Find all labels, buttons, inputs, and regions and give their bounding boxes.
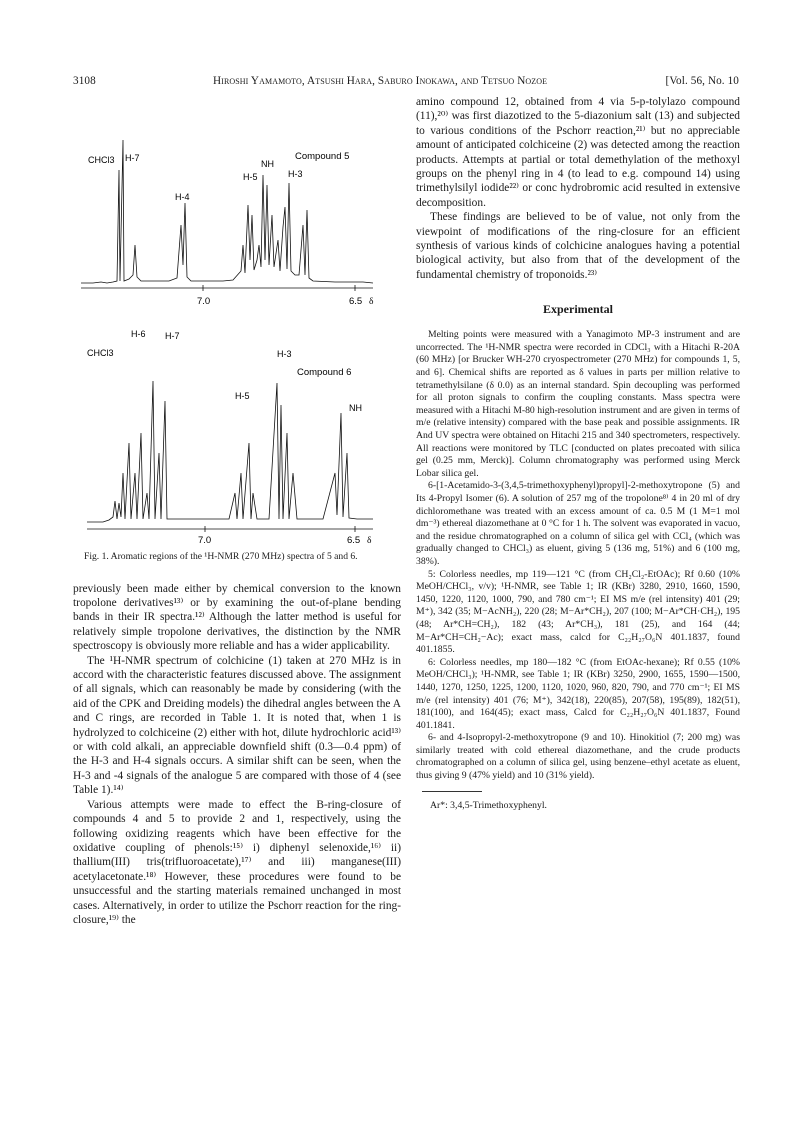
author-line: Hiroshi Yamamoto, Atsushi Hara, Saburo Inokawa, and Tetsuo Nozoe (213, 75, 548, 87)
nmr-spectrum-compound-6 (73, 323, 401, 551)
compound-label-top: Compound 5 (295, 151, 350, 162)
journal-volume: [Vol. 56, No. 10 (665, 75, 739, 87)
peak-label-h7-bottom: H-7 (165, 331, 180, 341)
body-paragraph: amino compound 12, obtained from 4 via 5-p-tolylazo compound (11),²⁰⁾ was first diazotized to the 5-diazonium salt (13) and subjected to various conditions of the Pschorr reaction,²¹⁾ but no appreciable amount of anticipated colchiceine (2) was detected among the reaction products. Attempts at partial or total demethylation of the methoxyl groups on the phenyl ring in 4 (to lead to e.g. compound 14) using trimethylsilyl iodide²²⁾ or conc hydrobromic acid resulted in extensive decomposition. (416, 96, 740, 209)
experimental-paragraph: Melting points were measured with a Yanagimoto MP-3 instrument and are uncorrected. The ¹H-NMR spectra were recorded in CDCl₃ with a Hitachi R-20A (60 MHz) [or Brucker WH-270 cryospectrometer (270 MHz) for compounds 1, 5, and 6]. Chemical shifts are reported as δ values in parts per million relative to tetramethylsilane (δ 0.0) as an internal standard. Spin decoupling was performed for all proton signals to confirm the coupling constants. Mass spectra were measured with a Hitachi M-80 high-resolution instrument and are given in terms of m/e (relative intensity) compared with the base peak and possible assignments. IR And UV spectra were obtained on Hitachi 215 and 340 spectrometers, respectively. All reactions were monitored by TLC [conducted on plates precoated with silica gel (0.25 mm, Merck)]. Column chromatography was performed using Merck Lobar silica gel. (416, 329, 740, 479)
peak-label-h5-top: H-5 (243, 172, 258, 182)
page-number: 3108 (73, 75, 96, 87)
tick-label-6-5-bottom: 6.5 (347, 535, 361, 546)
tick-label-6-5-top: 6.5 (349, 296, 363, 307)
body-paragraph: Various attempts were made to effect the B-ring-closure of compounds 4 and 5 to provide 2 and 1, respectively, using the following oxidizing reagents which have been effective for the oxidative coupling of phenols:¹⁵⁾ i) diphenyl selenoxide,¹⁶⁾ ii) thallium(III) tris(trifluoroacetate),¹⁷⁾ and iii) manganese(III) acetylacetonate.¹⁸⁾ However, these procedures were found to be unsuccessful and the starting materials remained unchanged in most cases. Alternatively, in order to utilize the Pschorr reaction for the ring-closure,¹⁹⁾ the (73, 798, 401, 926)
peak-label-h7-top: H-7 (125, 153, 140, 163)
experimental-paragraph: 6: Colorless needles, mp 180—182 °C (from EtOAc-hexane); Rf 0.55 (10% MeOH/CHCl₃); ¹H-NMR, see Table 1; IR (KBr) 3250, 2900, 1655, 1590—1500, 1440, 1270, 1250, 1225, 1200, 1120, 1020, 960, 820, 790, and 770 cm⁻¹; EI MS m/e (rel intensity) 401 (76; M⁺), 342(18), 220(85), 207(58), 195(89), 182(51), 181(100), and 164(45); exact mass, Calcd for C₂₂H₂₇O₆N 401.1837, Found 401.1841. (416, 656, 740, 731)
tick-label-7-0-top: 7.0 (197, 296, 211, 307)
running-header (73, 75, 739, 91)
peak-label-h4-top: H-4 (175, 192, 190, 202)
nmr-spectrum-compound-5 (73, 95, 401, 317)
figure-caption: Fig. 1. Aromatic regions of the ¹H-NMR (270 MHz) spectra of 5 and 6. (84, 551, 358, 562)
body-paragraph: These findings are believed to be of value, not only from the viewpoint of modifications of the ring-closure for an efficient synthesis of various kinds of colchicine analogues having a potential biological activity, but also from that of the development of the fundamental chemistry of troponoids.²³⁾ (416, 211, 740, 281)
tick-label-7-0-bottom: 7.0 (198, 535, 212, 546)
peak-label-chcl3-bottom: CHCl3 (87, 348, 114, 358)
body-paragraph: The ¹H-NMR spectrum of colchicine (1) taken at 270 MHz is in accord with the characteristic features discussed above. The assignment of all signals, which can reasonably be made by considering (with the aid of the CPK and Dreiding models) the dihedral angles between the A and C rings, are recorded in Table 1. It is noted that, when 1 is hydrolyzed to colchiceine (2) either with hot, dilute hydrochloric acid¹³⁾ or with cold alkali, an appreciable downfield shift (0.3—0.4 ppm) of the H-3 and H-4 signals occurs. A similar shift can be seen, when the H-3 and -4 signals of the analogue 5 are compared with those of 4 (see Table 1).¹⁴⁾ (73, 654, 401, 797)
peak-label-h6-bottom: H-6 (131, 329, 146, 339)
peak-label-chcl3-top: CHCl3 (88, 155, 115, 165)
peak-label-nh-bottom: NH (349, 403, 362, 413)
spectrum-trace-bottom (87, 381, 373, 522)
experimental-paragraph: 6-[1-Acetamido-3-(3,4,5-trimethoxyphenyl)propyl]-2-methoxytropone (5) and Its 4-Propyl Isomer (6). A solution of 257 mg of the tropolone⁸⁾ 4 in 20 ml of dry dichloromethane was treated with an excess amount of ca. 0.5 M (1 M=1 mol dm⁻³) ethereal diazomethane at 0 °C for 1 h. The solvent was evaporated in vacuo, and the residue chromatographed on a column of silica gel with CCl₄ (which was gradually changed to CHCl₃) as eluent, giving 5 (136 mg, 51%) and 6 (100 mg, 38%). (416, 480, 740, 567)
section-heading-experimental: Experimental (543, 302, 613, 317)
footnote: Ar*: 3,4,5-Trimethoxyphenyl. (430, 799, 547, 811)
peak-label-h3-top: H-3 (288, 169, 303, 179)
peak-label-h5-bottom: H-5 (235, 391, 250, 401)
delta-symbol-top: δ (369, 297, 374, 307)
experimental-paragraph: 6- and 4-Isopropyl-2-methoxytropone (9 and 10). Hinokitiol (7; 200 mg) was similarly treated with cold ethereal diazomethane, and the crude products chromatographed on a column of silica gel, using benzene–ethyl acetate as eluent, thus giving 9 (47% yield) and 10 (31% yield). (416, 732, 740, 782)
peak-label-h3-bottom: H-3 (277, 349, 292, 359)
left-column (73, 95, 401, 927)
footnote-divider (422, 791, 482, 792)
delta-symbol-bottom: δ (367, 536, 372, 546)
peak-label-nh-top: NH (261, 159, 274, 169)
compound-label-bottom: Compound 6 (297, 367, 352, 378)
experimental-paragraph: 5: Colorless needles, mp 119—121 °C (from CH₂Cl₂-EtOAc); Rf 0.60 (10% MeOH/CHCl₃, v/v); ¹H-NMR, see Table 1; IR (KBr) 3280, 2910, 1660, 1590, 1450, 1220, 1120, 1000, 790, and 780 cm⁻¹; EI MS m/e (rel intensity) 401 (29; M⁺), 342 (35; M−AcNH₂), 220 (28; M−Ar*CH₂), 207 (100; M−Ar*CH·CH₂), 195 (48; Ar*CH=CH₂), 182 (43; Ar*CH₃), 181 (25), and 164 (44; M−Ar*CH=CH₂−Ac); exact mass, calcd for C₂₂H₂₇O₆N 401.1837, found 401.1855. (416, 568, 740, 656)
body-paragraph: previously been made either by chemical conversion to the known tropolone derivatives¹³⁾ or by examining the out-of-plane bending bands in their IR spectra.¹²⁾ Although the latter method is useful for relatively simple tropolone derivatives, the distinction by the NMR spectroscopy is obviously more reliable and has a wider applicability. (73, 582, 401, 653)
right-column (416, 95, 740, 811)
